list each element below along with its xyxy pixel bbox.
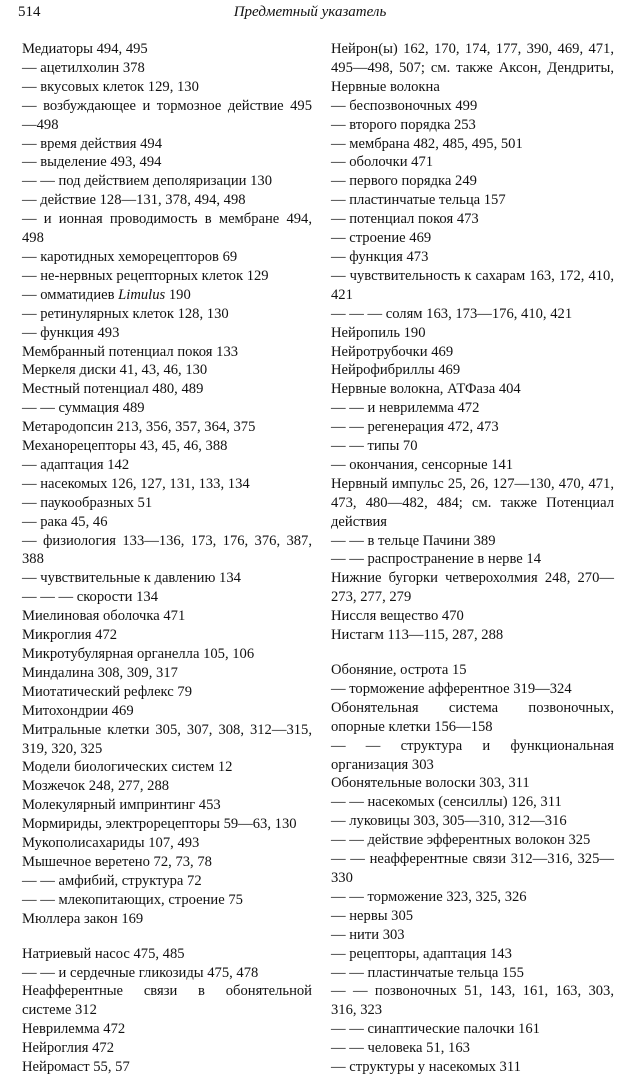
index-entry: — луковицы 303, 305—310, 312—316 bbox=[331, 813, 567, 830]
index-entry: — — структура и функциональная организация 303 bbox=[331, 737, 614, 773]
index-entry: — омматидиев Limulus 190 bbox=[22, 286, 191, 303]
page-header bbox=[18, 4, 602, 26]
index-entry: Нейрофибриллы 469 bbox=[331, 362, 461, 379]
index-entry: — действие 128—131, 378, 494, 498 bbox=[22, 192, 246, 209]
index-entry: — чувствительность к сахарам 163, 172, 410, 421 bbox=[331, 267, 614, 303]
index-entry: — — млекопитающих, строение 75 bbox=[22, 891, 243, 908]
index-entry: Миотатический рефлекс 79 bbox=[22, 683, 193, 700]
index-entry: Обоняние, острота 15 bbox=[331, 662, 467, 678]
index-entry: Нейротрубочки 469 bbox=[331, 343, 454, 360]
index-entry: Нейрон(ы) 162, 170, 174, 177, 390, 469, 471, 495—498, 507; см. также Аксон, Дендриты, Нервные волокна bbox=[331, 41, 614, 95]
index-entry: — пластинчатые тельца 157 bbox=[331, 192, 506, 209]
index-entry: — ацетилхолин 378 bbox=[22, 59, 145, 76]
index-entry: Метародопсин 213, 356, 357, 364, 375 bbox=[22, 419, 256, 436]
index-entry: — — и сердечные гликозиды 475, 478 bbox=[22, 964, 259, 981]
index-entry: Местный потенциал 480, 489 bbox=[22, 381, 204, 398]
index-entry: — нервы 305 bbox=[331, 907, 414, 924]
index-entry: — физиология 133—136, 173, 176, 376, 387, 388 bbox=[22, 532, 312, 568]
index-entry: — окончания, сенсорные 141 bbox=[331, 456, 514, 473]
index-entry: — — — скорости 134 bbox=[22, 589, 159, 606]
index-entry: Неафферентные связи в обонятельной системе 312 bbox=[22, 983, 312, 1019]
index-entry: Ниссля вещество 470 bbox=[331, 608, 464, 625]
index-entry: — — синаптические палочки 161 bbox=[331, 1021, 540, 1038]
index-entry: Мормириды, электрорецепторы 59—63, 130 bbox=[22, 816, 297, 833]
index-entry: — — амфибий, структура 72 bbox=[22, 872, 202, 889]
right-column bbox=[331, 40, 614, 1077]
index-entry: — — неафферентные связи 312—316, 325—330 bbox=[331, 851, 614, 886]
index-entry: — — распространение в нерве 14 bbox=[331, 551, 541, 568]
index-entry: — выделение 493, 494 bbox=[22, 154, 162, 171]
index-entry: — паукообразных 51 bbox=[22, 494, 153, 511]
index-entry: Нейроглия 472 bbox=[22, 1040, 115, 1057]
index-entry: Мембранный потенциал покоя 133 bbox=[22, 343, 239, 360]
index-entry: — вкусовых клеток 129, 130 bbox=[22, 78, 199, 95]
index-entry: — — под действием деполяризации 130 bbox=[22, 173, 273, 190]
index-entry: Микроглия 472 bbox=[22, 627, 118, 644]
index-entry: — торможение афферентное 319—324 bbox=[331, 680, 572, 697]
index-entry: Мукополисахариды 107, 493 bbox=[22, 835, 200, 852]
index-entry: Митохондрии 469 bbox=[22, 702, 134, 719]
index-entry: Нервные волокна, АТФаза 404 bbox=[331, 381, 521, 398]
index-entry: — первого порядка 249 bbox=[331, 173, 477, 190]
index-entry: — — пластинчатые тельца 155 bbox=[331, 964, 524, 981]
index-entry: Микротубулярная органелла 105, 106 bbox=[22, 646, 255, 662]
index-entry: — — суммация 489 bbox=[22, 400, 145, 417]
index-entry: — мембрана 482, 485, 495, 501 bbox=[331, 135, 523, 152]
genus-name: Limulus bbox=[118, 286, 166, 303]
index-entry: — насекомых 126, 127, 131, 133, 134 bbox=[22, 475, 250, 492]
index-entry: Медиаторы 494, 495 bbox=[22, 41, 148, 57]
index-entry: — — насекомых (сенсиллы) 126, 311 bbox=[331, 794, 562, 811]
index-entry: — — и неврилемма 472 bbox=[331, 400, 480, 417]
index-entry: — рецепторы, адаптация 143 bbox=[331, 945, 512, 962]
index-entry: — адаптация 142 bbox=[22, 456, 130, 473]
index-entry: — каротидных хеморецепторов 69 bbox=[22, 248, 238, 265]
index-entry: Нервный импульс 25, 26, 127—130, 470, 471, 473, 480—482, 484; см. также Потенциал действия bbox=[331, 475, 614, 530]
index-entry: Миндалина 308, 309, 317 bbox=[22, 664, 178, 681]
page-number: 514 bbox=[18, 4, 41, 20]
index-entry: Модели биологических систем 12 bbox=[22, 759, 233, 776]
index-entry: — потенциал покоя 473 bbox=[331, 211, 479, 228]
index-entry: Мышечное веретено 72, 73, 78 bbox=[22, 853, 212, 870]
index-entry: — не-нервных рецепторных клеток 129 bbox=[22, 267, 269, 284]
index-entry: Нейропиль 190 bbox=[331, 324, 426, 341]
index-entry: — — позвоночных 51, 143, 161, 163, 303, 316, 323 bbox=[331, 983, 614, 1019]
left-column bbox=[22, 40, 312, 1077]
index-entry: Обонятельная система позвоночных, опорные клетки 156—158 bbox=[331, 699, 614, 735]
index-entry: — — торможение 323, 325, 326 bbox=[331, 888, 527, 905]
index-entry: — функция 493 bbox=[22, 324, 120, 341]
index-entry: — возбуждающее и тормозное действие 495—498 bbox=[22, 97, 312, 133]
index-entry: — структуры у насекомых 311 bbox=[331, 1059, 521, 1076]
running-title: Предметный указатель bbox=[233, 4, 387, 20]
index-entry: — — регенерация 472, 473 bbox=[331, 419, 499, 436]
index-entry: — второго порядка 253 bbox=[331, 116, 476, 133]
index-entry: — — действие эфферентных волокон 325 bbox=[331, 832, 591, 849]
index-entry: — — типы 70 bbox=[331, 438, 418, 455]
index-entry: Нижние бугорки четверохолмия 248, 270—273, 277, 279 bbox=[331, 570, 614, 606]
index-entry: Нистагм 113—115, 287, 288 bbox=[331, 627, 504, 644]
index-entry: — оболочки 471 bbox=[331, 154, 434, 171]
index-entry: Неврилемма 472 bbox=[22, 1021, 126, 1038]
index-entry: Молекулярный импринтинг 453 bbox=[22, 797, 221, 814]
index-entry: Меркеля диски 41, 43, 46, 130 bbox=[22, 362, 208, 379]
index-entry: — время действия 494 bbox=[22, 135, 163, 152]
index-entry: Механорецепторы 43, 45, 46, 388 bbox=[22, 438, 228, 455]
index-entry: Миелиновая оболочка 471 bbox=[22, 608, 186, 625]
index-entry: Мозжечок 248, 277, 288 bbox=[22, 778, 170, 795]
index-entry: — — человека 51, 163 bbox=[331, 1040, 470, 1057]
index-entry: — строение 469 bbox=[331, 230, 432, 247]
index-entry: — рака 45, 46 bbox=[22, 513, 108, 530]
index-entry: Нейромаст 55, 57 bbox=[22, 1059, 130, 1076]
index-entry: — функция 473 bbox=[331, 248, 429, 265]
index-entry: — чувствительные к давлению 134 bbox=[22, 570, 241, 587]
index-entry: — — в тельце Пачини 389 bbox=[331, 532, 496, 549]
index-entry: Натриевый насос 475, 485 bbox=[22, 945, 185, 962]
index-entry: — и ионная проводимость в мембране 494, 498 bbox=[22, 211, 312, 247]
index-entry: — беспозвоночных 499 bbox=[331, 97, 478, 114]
index-entry: Митральные клетки 305, 307, 308, 312—315, 319, 320, 325 bbox=[22, 721, 312, 757]
index-entry: — ретинулярных клеток 128, 130 bbox=[22, 305, 229, 322]
index-entry: Обонятельные волоски 303, 311 bbox=[331, 775, 530, 792]
index-entry: Мюллера закон 169 bbox=[22, 910, 144, 927]
index-entry: — нити 303 bbox=[331, 926, 405, 943]
index-entry: — — — солям 163, 173—176, 410, 421 bbox=[331, 305, 573, 322]
